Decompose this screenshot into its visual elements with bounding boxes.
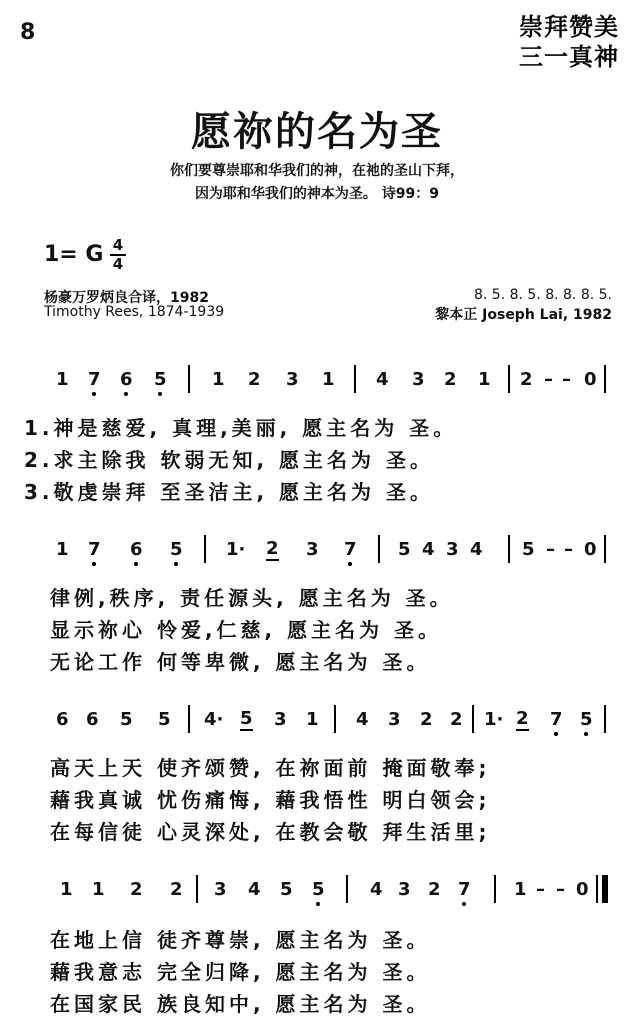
note: – bbox=[562, 369, 571, 390]
lyric-line: 在国家民 族良知中, 愿主名为 圣。 bbox=[50, 992, 431, 1016]
final-bar-line bbox=[602, 875, 608, 903]
lyric-line: 3.敬虔崇拜 至圣洁主, 愿主名为 圣。 bbox=[24, 480, 434, 504]
note: 2 bbox=[520, 369, 533, 390]
note: 6 bbox=[120, 369, 133, 390]
note: 2 bbox=[248, 369, 261, 390]
note: 0 bbox=[584, 369, 597, 390]
bar-line bbox=[188, 705, 190, 733]
lyric-line: 在每信徒 心灵深处, 在教会敬 拜生活里; bbox=[50, 820, 491, 844]
lyric-line: 在地上信 徒齐尊崇, 愿主名为 圣。 bbox=[50, 928, 431, 952]
bar-line bbox=[604, 365, 606, 393]
note: 3 bbox=[286, 369, 299, 390]
bar-line bbox=[204, 535, 206, 563]
note: 4 bbox=[370, 879, 383, 900]
lyric-line: 1.神是慈爱, 真理,美丽, 愿主名为 圣。 bbox=[24, 416, 458, 440]
note: 6 bbox=[86, 709, 99, 730]
note: 5 bbox=[398, 539, 411, 560]
note: 1 bbox=[478, 369, 491, 390]
note: – bbox=[536, 879, 545, 900]
bar-line bbox=[508, 535, 510, 563]
note: 2 bbox=[130, 879, 143, 900]
note: 4 bbox=[422, 539, 435, 560]
bar-line bbox=[604, 535, 606, 563]
note: 3 bbox=[274, 709, 287, 730]
scripture-line-2: 因为耶和华我们的神本为圣。 诗99：9 bbox=[194, 186, 440, 202]
note: 2 bbox=[428, 879, 441, 900]
note: 1· bbox=[226, 539, 246, 560]
series-line-1: 崇拜赞美 bbox=[519, 13, 619, 41]
series-line-2: 三一真神 bbox=[519, 43, 619, 71]
credit-composer: 黎本正 Joseph Lai, 1982 bbox=[435, 307, 612, 323]
credit-author: Timothy Rees, 1874-1939 bbox=[44, 304, 225, 320]
music-row-1 bbox=[0, 365, 634, 395]
time-signature bbox=[108, 237, 128, 273]
bar-line bbox=[196, 875, 198, 903]
note: – bbox=[556, 879, 565, 900]
note: 3 bbox=[412, 369, 425, 390]
time-signature-top: 4 bbox=[112, 236, 124, 254]
note: 3 bbox=[446, 539, 459, 560]
lyric-line: 藉我意志 完全归降, 愿主名为 圣。 bbox=[50, 960, 431, 984]
bar-line bbox=[596, 875, 598, 903]
bar-line bbox=[354, 365, 356, 393]
bar-line bbox=[494, 875, 496, 903]
scripture-line-1: 你们要尊崇耶和华我们的神，在祂的圣山下拜， bbox=[170, 163, 464, 179]
note: – bbox=[564, 539, 573, 560]
bar-line bbox=[378, 535, 380, 563]
note: 2 bbox=[444, 369, 457, 390]
series-label bbox=[514, 12, 624, 72]
lyric-line: 无论工作 何等卑微, 愿主名为 圣。 bbox=[50, 650, 431, 674]
note: 4 bbox=[470, 539, 483, 560]
note: 7 bbox=[344, 539, 357, 560]
music-row-4 bbox=[0, 875, 634, 905]
note: 2 bbox=[516, 708, 529, 729]
note: 7 bbox=[550, 709, 563, 730]
note: 5 bbox=[312, 879, 325, 900]
note: 3 bbox=[214, 879, 227, 900]
lyric-line: 2.求主除我 软弱无知, 愿主名为 圣。 bbox=[24, 448, 434, 472]
note: 1 bbox=[306, 709, 319, 730]
note: 1 bbox=[56, 369, 69, 390]
note: – bbox=[546, 539, 555, 560]
note: – bbox=[544, 369, 553, 390]
note: 7 bbox=[458, 879, 471, 900]
note: 3 bbox=[398, 879, 411, 900]
lyric-line: 显示祢心 怜爱,仁慈, 愿主名为 圣。 bbox=[50, 618, 443, 642]
note: 0 bbox=[584, 539, 597, 560]
note: 5 bbox=[240, 708, 253, 729]
note: 5 bbox=[522, 539, 535, 560]
bar-line bbox=[188, 365, 190, 393]
music-row-3 bbox=[0, 705, 634, 735]
note: 5 bbox=[158, 709, 171, 730]
credit-meter: 8. 5. 8. 5. 8. 8. 8. 5. bbox=[473, 287, 612, 303]
hymn-title: 愿祢的名为圣 bbox=[191, 109, 443, 155]
key-signature: 1= G bbox=[44, 242, 104, 267]
lyric-line: 律例,秩序, 责任源头, 愿主名为 圣。 bbox=[50, 586, 454, 610]
note: 3 bbox=[388, 709, 401, 730]
note: 7 bbox=[88, 369, 101, 390]
note: 5 bbox=[580, 709, 593, 730]
note: 4· bbox=[204, 709, 224, 730]
note: 3 bbox=[306, 539, 319, 560]
credit-translators: 杨豪万罗炳良合译，1982 bbox=[44, 290, 209, 306]
note: 1 bbox=[60, 879, 73, 900]
note: 5 bbox=[280, 879, 293, 900]
bar-line bbox=[334, 705, 336, 733]
bar-line bbox=[346, 875, 348, 903]
note: 1 bbox=[322, 369, 335, 390]
note: 1· bbox=[484, 709, 504, 730]
note: 6 bbox=[130, 539, 143, 560]
note: 1 bbox=[92, 879, 105, 900]
note: 0 bbox=[576, 879, 589, 900]
note: 4 bbox=[356, 709, 369, 730]
note: 2 bbox=[420, 709, 433, 730]
note: 7 bbox=[88, 539, 101, 560]
note: 4 bbox=[248, 879, 261, 900]
note: 2 bbox=[266, 538, 279, 559]
page-number: 8 bbox=[20, 20, 36, 45]
bar-line bbox=[508, 365, 510, 393]
note: 2 bbox=[450, 709, 463, 730]
note: 1 bbox=[212, 369, 225, 390]
music-row-2 bbox=[0, 535, 634, 565]
note: 6 bbox=[56, 709, 69, 730]
time-signature-bottom: 4 bbox=[112, 255, 124, 273]
note: 1 bbox=[514, 879, 527, 900]
bar-line bbox=[472, 705, 474, 733]
bar-line bbox=[604, 705, 606, 733]
note: 5 bbox=[170, 539, 183, 560]
note: 2 bbox=[170, 879, 183, 900]
note: 1 bbox=[56, 539, 69, 560]
lyric-line: 高天上天 使齐颂赞, 在祢面前 掩面敬奉; bbox=[50, 756, 491, 780]
note: 5 bbox=[154, 369, 167, 390]
note: 4 bbox=[376, 369, 389, 390]
lyric-line: 藉我真诚 忧伤痛悔, 藉我悟性 明白领会; bbox=[50, 788, 491, 812]
note: 5 bbox=[120, 709, 133, 730]
